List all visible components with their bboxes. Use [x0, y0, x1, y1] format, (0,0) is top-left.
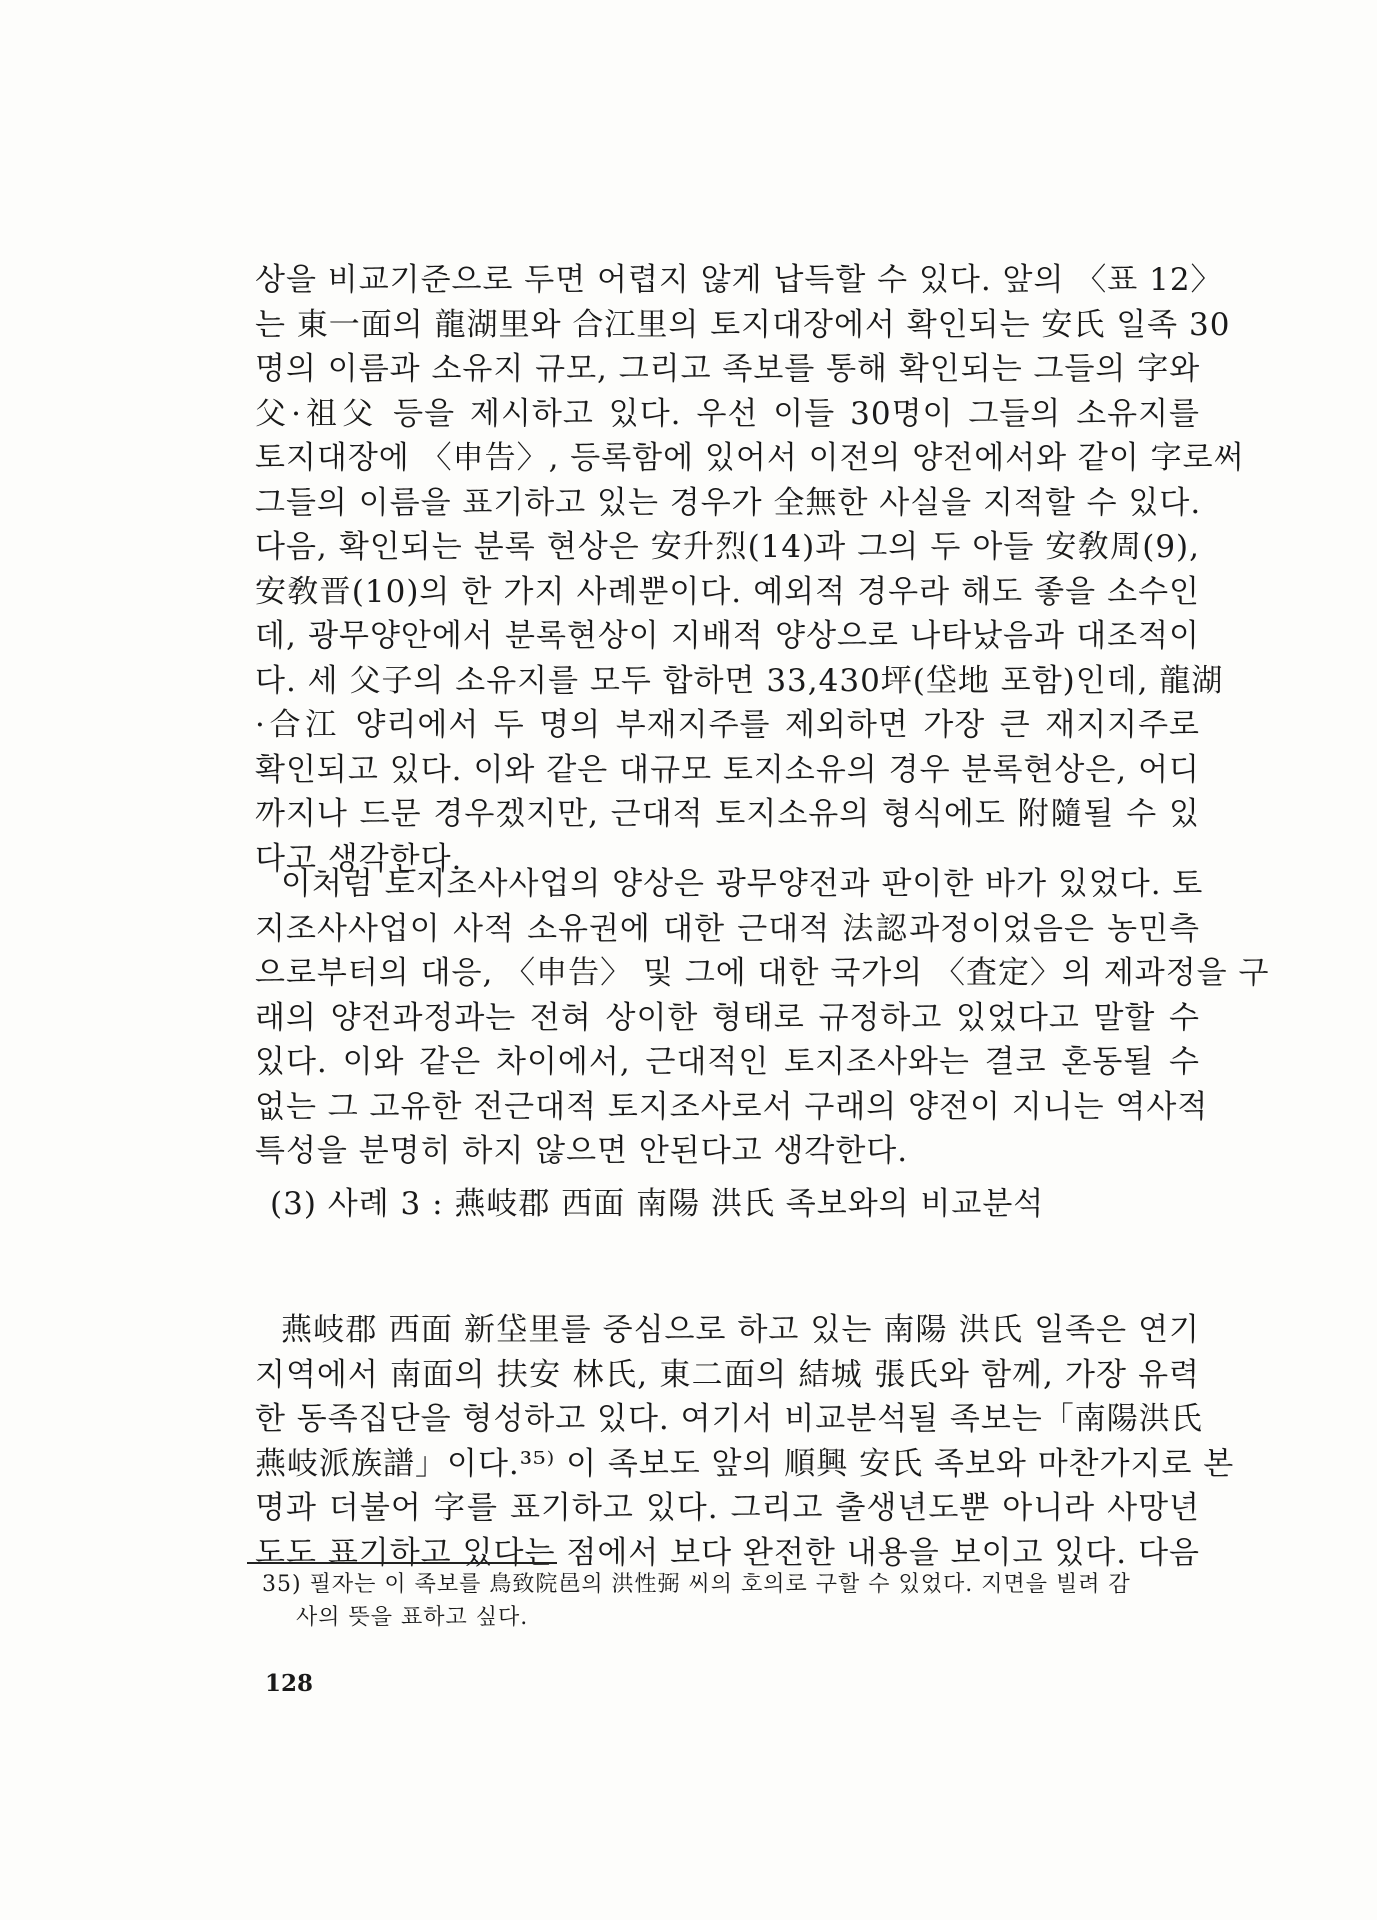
paragraph-3	[255, 1308, 1235, 1575]
text-line: 燕岐派族譜」이다.³⁵⁾ 이 족보도 앞의 順興 安氏 족보와 마찬가지로 본	[255, 1445, 1235, 1482]
text-line: 특성을 분명히 하지 않으면 안된다고 생각한다.	[255, 1133, 909, 1169]
text-line: 으로부터의 대응, 〈申告〉 및 그에 대한 국가의 〈査定〉의 제과정을 구	[255, 955, 1270, 991]
text-line: 래의 양전과정과는 전혀 상이한 형태로 규정하고 있었다고 말할 수	[255, 999, 1200, 1036]
text-line: 데, 광무양안에서 분록현상이 지배적 양상으로 나타났음과 대조적이	[255, 618, 1200, 654]
footnote-divider	[247, 1562, 557, 1564]
text-line: 없는 그 고유한 전근대적 토지조사로서 구래의 양전이 지니는 역사적	[255, 1088, 1209, 1125]
text-line: 다음, 확인되는 분록 현상은 安升烈(14)과 그의 두 아들 安敎周(9),	[255, 529, 1200, 565]
text-line: 그들의 이름을 표기하고 있는 경우가 全無한 사실을 지적할 수 있다.	[255, 484, 1202, 521]
footnote-line: 35) 필자는 이 족보를 鳥致院邑의 洪性弼 씨의 호의로 구할 수 있었다. 지면을 빌려 감	[262, 1572, 1131, 1597]
paragraph-2	[255, 862, 1270, 1174]
text-line: 토지대장에 〈申告〉, 등록함에 있어서 이전의 양전에서와 같이 字로써	[255, 440, 1245, 476]
text-line: 는 東一面의 龍湖里와 合江里의 토지대장에서 확인되는 安氏 일족 30	[255, 306, 1231, 343]
text-line: 상을 비교기준으로 두면 어렵지 않게 납득할 수 있다. 앞의 〈표 12〉	[255, 262, 1223, 298]
paragraph-1	[255, 258, 1245, 881]
text-line: 지역에서 南面의 扶安 林氏, 東二面의 結城 張氏와 함께, 가장 유력	[255, 1356, 1200, 1393]
footnote	[262, 1568, 1202, 1634]
text-line: 있다. 이와 같은 차이에서, 근대적인 토지조사와는 결코 혼동될 수	[255, 1044, 1200, 1080]
text-line: 다. 세 父子의 소유지를 모두 합하면 33,430坪(垈地 포함)인데, 龍湖	[255, 662, 1224, 699]
text-line: 확인되고 있다. 이와 같은 대규모 토지소유의 경우 분록현상은, 어디	[255, 751, 1200, 788]
text-line: ·合江 양리에서 두 명의 부재지주를 제외하면 가장 큰 재지지주로	[255, 707, 1200, 743]
text-line: 명의 이름과 소유지 규모, 그리고 족보를 통해 확인되는 그들의 字와	[255, 351, 1201, 387]
text-line: 명과 더불어 字를 표기하고 있다. 그리고 출생년도뿐 아니라 사망년	[255, 1490, 1200, 1526]
text-line: 도도 표기하고 있다는 점에서 보다 완전한 내용을 보이고 있다. 다음	[255, 1534, 1200, 1571]
text-line: 다고 생각한다.	[255, 840, 463, 877]
footnote-line: 사의 뜻을 표하고 싶다.	[296, 1605, 529, 1630]
text-line: 父·祖父 등을 제시하고 있다. 우선 이들 30명이 그들의 소유지를	[255, 395, 1200, 432]
text-line: 安敎晋(10)의 한 가지 사례뿐이다. 예외적 경우라 해도 좋을 소수인	[255, 573, 1200, 610]
text-line: 이처럼 토지조사사업의 양상은 광무양전과 판이한 바가 있었다. 토	[281, 866, 1204, 902]
text-line: 까지나 드문 경우겠지만, 근대적 토지소유의 형식에도 附隨될 수 있	[255, 796, 1200, 832]
text-line: 燕岐郡 西面 新垈里를 중심으로 하고 있는 南陽 洪氏 일족은 연기	[281, 1312, 1200, 1348]
text-line: 지조사사업이 사적 소유권에 대한 근대적 法認과정이었음은 농민측	[255, 910, 1200, 947]
page-number: 128	[265, 1670, 314, 1697]
section-heading: (3) 사례 3 : 燕岐郡 西面 南陽 洪氏 족보와의 비교분석	[270, 1186, 1045, 1222]
text-line: 한 동족집단을 형성하고 있다. 여기서 비교분석될 족보는「南陽洪氏	[255, 1401, 1203, 1437]
